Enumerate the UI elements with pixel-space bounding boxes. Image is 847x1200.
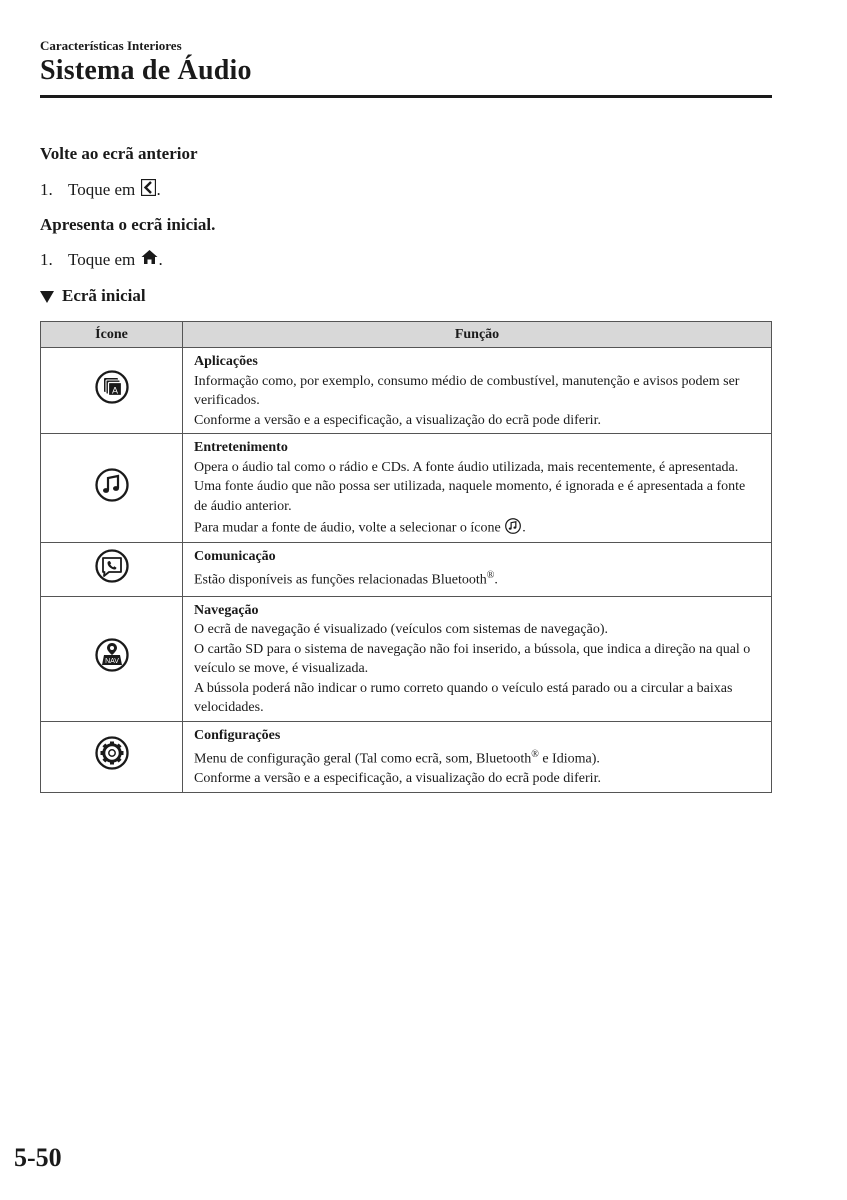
row-text-line xyxy=(194,566,759,590)
row-text: A bússola poderá não indicar o rumo correto quando o veículo está parado ou a circular a baixas velocidades. xyxy=(194,680,733,715)
header-divider xyxy=(40,95,772,98)
row-text: O ecrã de navegação é visualizado (veículos com sistemas de navegação). xyxy=(194,622,608,637)
page-title: Sistema de Áudio xyxy=(40,55,252,86)
function-table xyxy=(40,321,772,793)
step-number: 1. xyxy=(40,180,53,199)
settings-gear-icon xyxy=(95,736,129,770)
row-text: Estão disponíveis as funções relacionadas Bluetooth xyxy=(194,572,487,588)
home-icon xyxy=(141,249,158,270)
row-text-line xyxy=(194,745,759,769)
entertainment-icon xyxy=(95,468,129,502)
step-number: 1. xyxy=(40,249,53,269)
row-text: Menu de configuração geral (Tal como ecrã, som, Bluetooth xyxy=(194,751,532,767)
row-text: O cartão SD para o sistema de navegação não foi inserido, a bússola, que indica a direção na qual o veículo se move, é visualizada. xyxy=(194,641,751,676)
step-end: . xyxy=(158,249,163,269)
communication-icon xyxy=(95,549,129,583)
row-text: Informação como, por exemplo, consumo médio de combustível, manutenção e avisos podem ser verificados. xyxy=(194,373,740,408)
desc-cell xyxy=(183,721,772,792)
table-row xyxy=(41,542,772,596)
entertainment-icon xyxy=(505,518,521,539)
desc-cell xyxy=(183,542,772,596)
row-text: Opera o áudio tal como o rádio e CDs. A fonte áudio utilizada, mais recentemente, é apresentada. Uma fonte áudio que não possa ser utilizada, naquele momento, é ignorada e é apresentada a fonte de áudio anterior. xyxy=(194,459,746,514)
home-screen-heading-text: Ecrã inicial xyxy=(62,286,146,305)
navigation-icon xyxy=(95,638,129,672)
table-row xyxy=(41,721,772,792)
row-title: Configurações xyxy=(194,727,281,743)
back-chevron-icon xyxy=(141,179,156,201)
table-row xyxy=(41,348,772,434)
icon-cell xyxy=(41,596,183,721)
row-text-end: . xyxy=(522,520,526,536)
col-function-header: Função xyxy=(183,322,772,348)
svg-text:A: A xyxy=(111,385,118,396)
row-text-end: . xyxy=(494,572,498,588)
row-title: Entretenimento xyxy=(194,440,288,455)
back-step xyxy=(40,179,161,201)
desc-cell xyxy=(183,434,772,543)
applications-icon xyxy=(95,370,129,404)
row-text: Conforme a versão e a especificação, a visualização do ecrã pode diferir. xyxy=(194,771,601,787)
row-title: Comunicação xyxy=(194,548,276,564)
row-text-end: e Idioma). xyxy=(538,751,600,767)
home-heading: Apresenta o ecrã inicial. xyxy=(40,215,216,234)
table-row xyxy=(41,434,772,543)
page-number: 5-50 xyxy=(14,1143,62,1172)
step-text: Toque em xyxy=(68,249,136,269)
icon-cell xyxy=(41,348,183,434)
row-text: Conforme a versão e a especificação, a visualização do ecrã pode diferir. xyxy=(194,412,601,428)
icon-cell xyxy=(41,434,183,543)
desc-cell xyxy=(183,596,772,721)
desc-cell xyxy=(183,348,772,434)
home-screen-heading xyxy=(40,286,146,306)
back-heading: Volte ao ecrã anterior xyxy=(40,144,198,163)
step-end: . xyxy=(156,180,161,199)
home-step xyxy=(40,249,163,270)
row-title: Navegação xyxy=(194,602,259,618)
triangle-marker-icon xyxy=(40,291,54,303)
row-text-with-icon xyxy=(194,518,759,539)
icon-cell xyxy=(41,542,183,596)
table-row xyxy=(41,596,772,721)
table-header-row xyxy=(41,322,772,348)
section-name: Características Interiores xyxy=(40,38,182,53)
registered-mark: ® xyxy=(531,749,539,760)
col-icon-header: Ícone xyxy=(41,322,183,348)
row-title: Aplicações xyxy=(194,354,258,369)
registered-mark: ® xyxy=(486,570,495,581)
icon-cell xyxy=(41,721,183,792)
nav-icon-label: NAV xyxy=(104,658,119,666)
step-text: Toque em xyxy=(68,180,136,199)
row-text: Para mudar a fonte de áudio, volte a selecionar o ícone xyxy=(194,520,501,536)
